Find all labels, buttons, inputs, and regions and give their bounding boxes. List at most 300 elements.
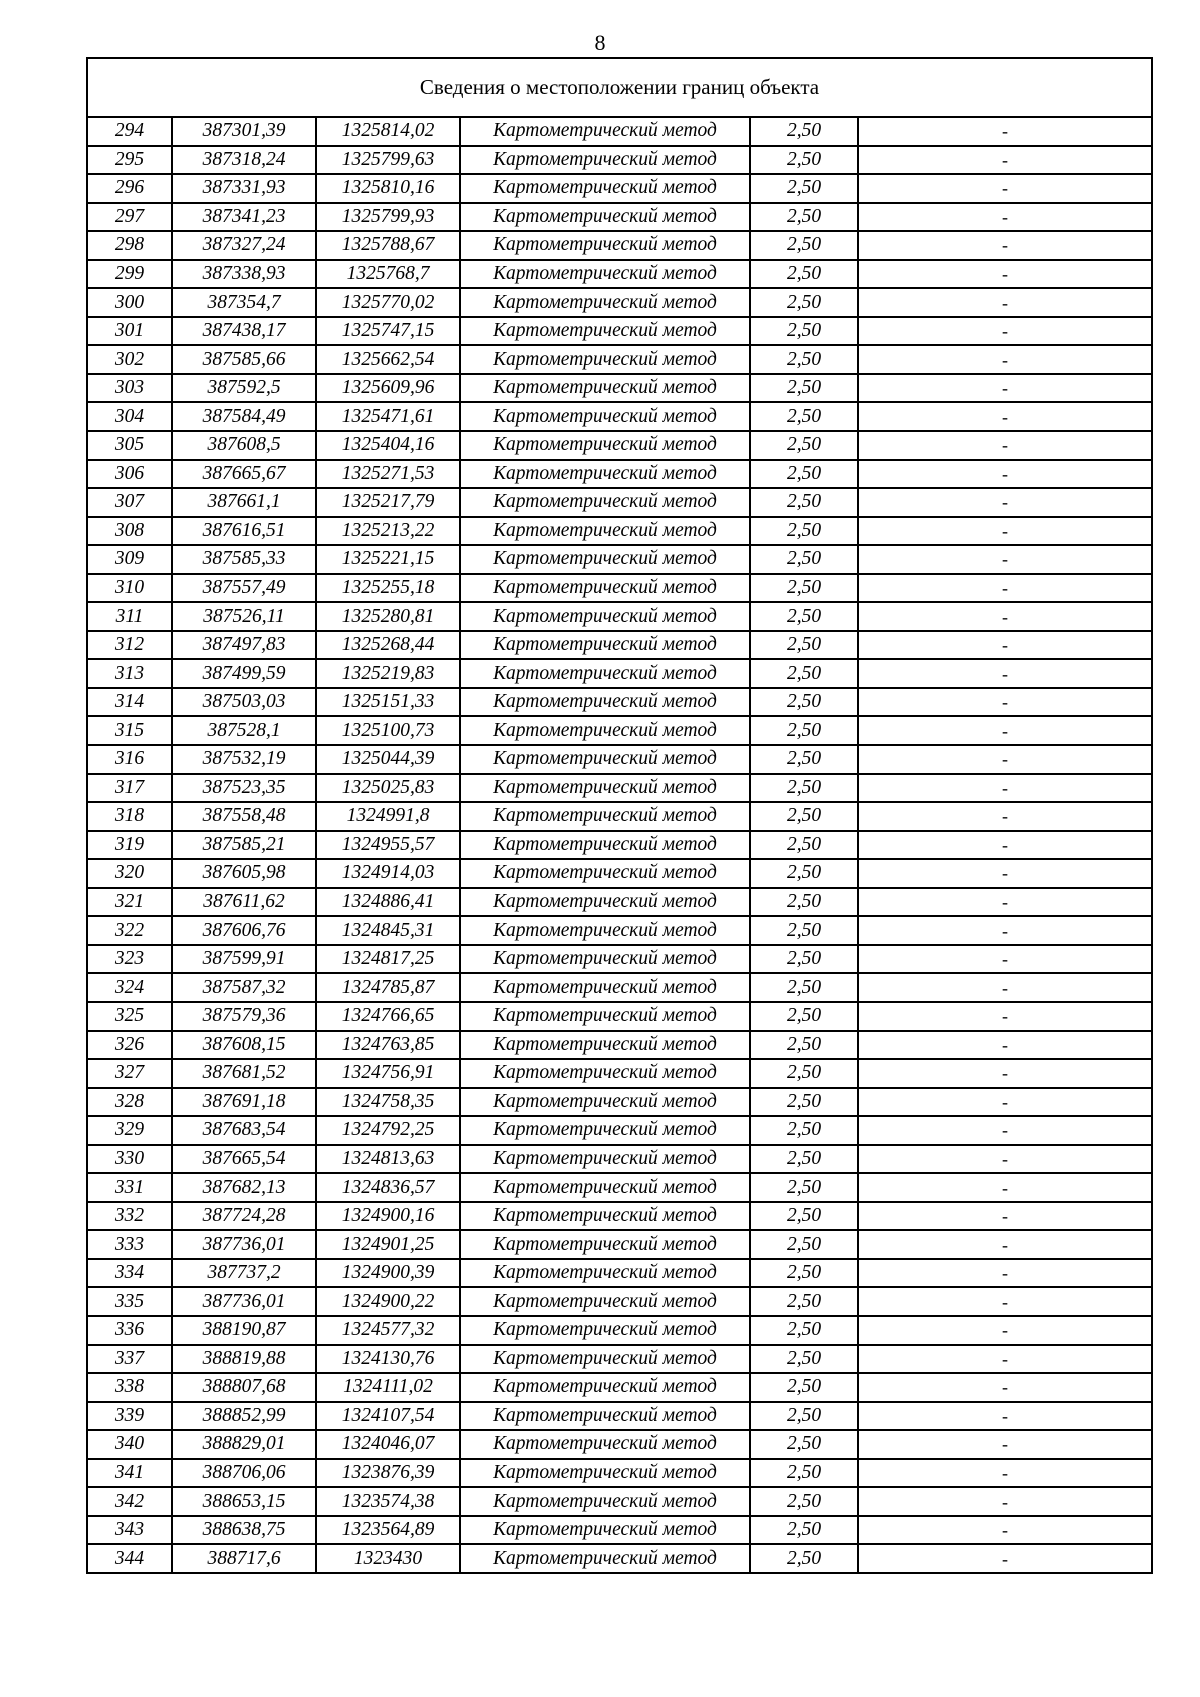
point-number-cell: 297 — [87, 203, 172, 232]
y-coordinate-cell: 1325217,79 — [316, 488, 460, 517]
y-coordinate-cell: 1325271,53 — [316, 460, 460, 489]
accuracy-cell: 2,50 — [750, 374, 858, 403]
method-cell: Картометрический метод — [460, 545, 750, 574]
x-coordinate-cell: 387587,32 — [172, 973, 316, 1002]
description-cell: - — [858, 288, 1152, 317]
table-row — [87, 1059, 1152, 1088]
x-coordinate-cell: 387318,24 — [172, 146, 316, 175]
description-cell: - — [858, 1002, 1152, 1031]
point-number-cell: 344 — [87, 1544, 172, 1573]
point-number-cell: 318 — [87, 802, 172, 831]
y-coordinate-cell: 1324886,41 — [316, 888, 460, 917]
description-cell: - — [858, 1316, 1152, 1345]
table-row — [87, 716, 1152, 745]
description-cell: - — [858, 1544, 1152, 1573]
y-coordinate-cell: 1324900,22 — [316, 1287, 460, 1316]
description-cell: - — [858, 831, 1152, 860]
description-cell: - — [858, 574, 1152, 603]
description-cell: - — [858, 1116, 1152, 1145]
x-coordinate-cell: 387736,01 — [172, 1230, 316, 1259]
description-cell: - — [858, 317, 1152, 346]
table-row — [87, 1516, 1152, 1545]
method-cell: Картометрический метод — [460, 146, 750, 175]
table-row — [87, 973, 1152, 1002]
accuracy-cell: 2,50 — [750, 1316, 858, 1345]
x-coordinate-cell: 387338,93 — [172, 260, 316, 289]
accuracy-cell: 2,50 — [750, 1287, 858, 1316]
description-cell: - — [858, 1402, 1152, 1431]
y-coordinate-cell: 1323564,89 — [316, 1516, 460, 1545]
description-cell: - — [858, 1516, 1152, 1545]
method-cell: Картометрический метод — [460, 1402, 750, 1431]
method-cell: Картометрический метод — [460, 916, 750, 945]
x-coordinate-cell: 388190,87 — [172, 1316, 316, 1345]
y-coordinate-cell: 1325025,83 — [316, 774, 460, 803]
accuracy-cell: 2,50 — [750, 1345, 858, 1374]
x-coordinate-cell: 387354,7 — [172, 288, 316, 317]
accuracy-cell: 2,50 — [750, 574, 858, 603]
y-coordinate-cell: 1325100,73 — [316, 716, 460, 745]
x-coordinate-cell: 387585,21 — [172, 831, 316, 860]
y-coordinate-cell: 1325151,33 — [316, 688, 460, 717]
accuracy-cell: 2,50 — [750, 1031, 858, 1060]
point-number-cell: 323 — [87, 945, 172, 974]
accuracy-cell: 2,50 — [750, 631, 858, 660]
point-number-cell: 327 — [87, 1059, 172, 1088]
table-row — [87, 1345, 1152, 1374]
point-number-cell: 309 — [87, 545, 172, 574]
x-coordinate-cell: 387605,98 — [172, 859, 316, 888]
y-coordinate-cell: 1324955,57 — [316, 831, 460, 860]
y-coordinate-cell: 1323430 — [316, 1544, 460, 1573]
point-number-cell: 341 — [87, 1459, 172, 1488]
point-number-cell: 311 — [87, 602, 172, 631]
accuracy-cell: 2,50 — [750, 1145, 858, 1174]
point-number-cell: 300 — [87, 288, 172, 317]
method-cell: Картометрический метод — [460, 1287, 750, 1316]
description-cell: - — [858, 802, 1152, 831]
method-cell: Картометрический метод — [460, 203, 750, 232]
y-coordinate-cell: 1325768,7 — [316, 260, 460, 289]
point-number-cell: 314 — [87, 688, 172, 717]
accuracy-cell: 2,50 — [750, 688, 858, 717]
point-number-cell: 336 — [87, 1316, 172, 1345]
accuracy-cell: 2,50 — [750, 203, 858, 232]
method-cell: Картометрический метод — [460, 1544, 750, 1573]
method-cell: Картометрический метод — [460, 117, 750, 146]
accuracy-cell: 2,50 — [750, 317, 858, 346]
point-number-cell: 337 — [87, 1345, 172, 1374]
table-row — [87, 1202, 1152, 1231]
method-cell: Картометрический метод — [460, 1459, 750, 1488]
x-coordinate-cell: 388706,06 — [172, 1459, 316, 1488]
accuracy-cell: 2,50 — [750, 602, 858, 631]
table-row — [87, 146, 1152, 175]
table-row — [87, 174, 1152, 203]
accuracy-cell: 2,50 — [750, 774, 858, 803]
table-row — [87, 631, 1152, 660]
method-cell: Картометрический метод — [460, 1116, 750, 1145]
table-row — [87, 1259, 1152, 1288]
description-cell: - — [858, 945, 1152, 974]
method-cell: Картометрический метод — [460, 973, 750, 1002]
method-cell: Картометрический метод — [460, 774, 750, 803]
point-number-cell: 310 — [87, 574, 172, 603]
method-cell: Картометрический метод — [460, 460, 750, 489]
y-coordinate-cell: 1325280,81 — [316, 602, 460, 631]
point-number-cell: 325 — [87, 1002, 172, 1031]
description-cell: - — [858, 973, 1152, 1002]
point-number-cell: 331 — [87, 1173, 172, 1202]
x-coordinate-cell: 387611,62 — [172, 888, 316, 917]
point-number-cell: 335 — [87, 1287, 172, 1316]
accuracy-cell: 2,50 — [750, 916, 858, 945]
x-coordinate-cell: 387736,01 — [172, 1287, 316, 1316]
method-cell: Картометрический метод — [460, 716, 750, 745]
method-cell: Картометрический метод — [460, 317, 750, 346]
point-number-cell: 317 — [87, 774, 172, 803]
description-cell: - — [858, 659, 1152, 688]
accuracy-cell: 2,50 — [750, 1544, 858, 1573]
description-cell: - — [858, 374, 1152, 403]
description-cell: - — [858, 545, 1152, 574]
point-number-cell: 316 — [87, 745, 172, 774]
point-number-cell: 299 — [87, 260, 172, 289]
table-row — [87, 1287, 1152, 1316]
description-cell: - — [858, 1031, 1152, 1060]
accuracy-cell: 2,50 — [750, 288, 858, 317]
table-row — [87, 260, 1152, 289]
method-cell: Картометрический метод — [460, 1059, 750, 1088]
table-row — [87, 602, 1152, 631]
accuracy-cell: 2,50 — [750, 1516, 858, 1545]
table-row — [87, 374, 1152, 403]
description-cell: - — [858, 1173, 1152, 1202]
description-cell: - — [858, 888, 1152, 917]
method-cell: Картометрический метод — [460, 688, 750, 717]
table-body — [87, 58, 1152, 1573]
method-cell: Картометрический метод — [460, 1316, 750, 1345]
y-coordinate-cell: 1325219,83 — [316, 659, 460, 688]
accuracy-cell: 2,50 — [750, 745, 858, 774]
description-cell: - — [858, 517, 1152, 546]
page-number: 8 — [594, 30, 606, 55]
x-coordinate-cell: 387532,19 — [172, 745, 316, 774]
y-coordinate-cell: 1324914,03 — [316, 859, 460, 888]
description-cell: - — [858, 260, 1152, 289]
point-number-cell: 307 — [87, 488, 172, 517]
y-coordinate-cell: 1324577,32 — [316, 1316, 460, 1345]
table-row — [87, 317, 1152, 346]
description-cell: - — [858, 1230, 1152, 1259]
y-coordinate-cell: 1325268,44 — [316, 631, 460, 660]
accuracy-cell: 2,50 — [750, 802, 858, 831]
method-cell: Картометрический метод — [460, 488, 750, 517]
table-row — [87, 345, 1152, 374]
y-coordinate-cell: 1324758,35 — [316, 1088, 460, 1117]
description-cell: - — [858, 203, 1152, 232]
description-cell: - — [858, 345, 1152, 374]
method-cell: Картометрический метод — [460, 859, 750, 888]
accuracy-cell: 2,50 — [750, 545, 858, 574]
y-coordinate-cell: 1324901,25 — [316, 1230, 460, 1259]
x-coordinate-cell: 388653,15 — [172, 1487, 316, 1516]
description-cell: - — [858, 602, 1152, 631]
x-coordinate-cell: 387526,11 — [172, 602, 316, 631]
x-coordinate-cell: 387301,39 — [172, 117, 316, 146]
y-coordinate-cell: 1324111,02 — [316, 1373, 460, 1402]
x-coordinate-cell: 387682,13 — [172, 1173, 316, 1202]
table-title-row — [87, 58, 1152, 117]
table-title: Сведения о местоположении границ объекта — [87, 58, 1152, 117]
x-coordinate-cell: 387341,23 — [172, 203, 316, 232]
table-row — [87, 574, 1152, 603]
y-coordinate-cell: 1323876,39 — [316, 1459, 460, 1488]
point-number-cell: 319 — [87, 831, 172, 860]
point-number-cell: 296 — [87, 174, 172, 203]
x-coordinate-cell: 387665,67 — [172, 460, 316, 489]
y-coordinate-cell: 1324991,8 — [316, 802, 460, 831]
y-coordinate-cell: 1325044,39 — [316, 745, 460, 774]
description-cell: - — [858, 1459, 1152, 1488]
x-coordinate-cell: 388807,68 — [172, 1373, 316, 1402]
description-cell: - — [858, 1287, 1152, 1316]
description-cell: - — [858, 460, 1152, 489]
y-coordinate-cell: 1324813,63 — [316, 1145, 460, 1174]
table-row — [87, 831, 1152, 860]
point-number-cell: 313 — [87, 659, 172, 688]
method-cell: Картометрический метод — [460, 1487, 750, 1516]
accuracy-cell: 2,50 — [750, 1088, 858, 1117]
table-row — [87, 888, 1152, 917]
method-cell: Картометрический метод — [460, 1173, 750, 1202]
table-row — [87, 1459, 1152, 1488]
point-number-cell: 333 — [87, 1230, 172, 1259]
description-cell: - — [858, 402, 1152, 431]
x-coordinate-cell: 387327,24 — [172, 231, 316, 260]
point-number-cell: 321 — [87, 888, 172, 917]
point-number-cell: 332 — [87, 1202, 172, 1231]
method-cell: Картометрический метод — [460, 574, 750, 603]
accuracy-cell: 2,50 — [750, 431, 858, 460]
table-row — [87, 1316, 1152, 1345]
point-number-cell: 305 — [87, 431, 172, 460]
y-coordinate-cell: 1325810,16 — [316, 174, 460, 203]
boundary-coordinates-table — [86, 57, 1153, 1574]
method-cell: Картометрический метод — [460, 945, 750, 974]
point-number-cell: 312 — [87, 631, 172, 660]
x-coordinate-cell: 387599,91 — [172, 945, 316, 974]
y-coordinate-cell: 1324792,25 — [316, 1116, 460, 1145]
x-coordinate-cell: 387497,83 — [172, 631, 316, 660]
table-row — [87, 1373, 1152, 1402]
table-row — [87, 231, 1152, 260]
method-cell: Картометрический метод — [460, 431, 750, 460]
description-cell: - — [858, 631, 1152, 660]
y-coordinate-cell: 1325213,22 — [316, 517, 460, 546]
y-coordinate-cell: 1324766,65 — [316, 1002, 460, 1031]
method-cell: Картометрический метод — [460, 1430, 750, 1459]
accuracy-cell: 2,50 — [750, 117, 858, 146]
method-cell: Картометрический метод — [460, 345, 750, 374]
y-coordinate-cell: 1324845,31 — [316, 916, 460, 945]
accuracy-cell: 2,50 — [750, 888, 858, 917]
method-cell: Картометрический метод — [460, 1230, 750, 1259]
description-cell: - — [858, 716, 1152, 745]
table-row — [87, 745, 1152, 774]
accuracy-cell: 2,50 — [750, 460, 858, 489]
x-coordinate-cell: 388717,6 — [172, 1544, 316, 1573]
y-coordinate-cell: 1324763,85 — [316, 1031, 460, 1060]
description-cell: - — [858, 117, 1152, 146]
accuracy-cell: 2,50 — [750, 1059, 858, 1088]
x-coordinate-cell: 387616,51 — [172, 517, 316, 546]
table-row — [87, 1173, 1152, 1202]
point-number-cell: 342 — [87, 1487, 172, 1516]
point-number-cell: 302 — [87, 345, 172, 374]
x-coordinate-cell: 387331,93 — [172, 174, 316, 203]
method-cell: Картометрический метод — [460, 802, 750, 831]
description-cell: - — [858, 231, 1152, 260]
x-coordinate-cell: 387724,28 — [172, 1202, 316, 1231]
accuracy-cell: 2,50 — [750, 831, 858, 860]
point-number-cell: 338 — [87, 1373, 172, 1402]
table-row — [87, 916, 1152, 945]
table-row — [87, 402, 1152, 431]
y-coordinate-cell: 1324107,54 — [316, 1402, 460, 1431]
x-coordinate-cell: 388819,88 — [172, 1345, 316, 1374]
accuracy-cell: 2,50 — [750, 1173, 858, 1202]
y-coordinate-cell: 1324130,76 — [316, 1345, 460, 1374]
table-row — [87, 774, 1152, 803]
description-cell: - — [858, 146, 1152, 175]
x-coordinate-cell: 387681,52 — [172, 1059, 316, 1088]
accuracy-cell: 2,50 — [750, 1459, 858, 1488]
accuracy-cell: 2,50 — [750, 659, 858, 688]
method-cell: Картометрический метод — [460, 1259, 750, 1288]
accuracy-cell: 2,50 — [750, 402, 858, 431]
method-cell: Картометрический метод — [460, 745, 750, 774]
accuracy-cell: 2,50 — [750, 1230, 858, 1259]
x-coordinate-cell: 387592,5 — [172, 374, 316, 403]
description-cell: - — [858, 859, 1152, 888]
point-number-cell: 301 — [87, 317, 172, 346]
method-cell: Картометрический метод — [460, 1145, 750, 1174]
point-number-cell: 303 — [87, 374, 172, 403]
x-coordinate-cell: 387608,5 — [172, 431, 316, 460]
y-coordinate-cell: 1325788,67 — [316, 231, 460, 260]
accuracy-cell: 2,50 — [750, 146, 858, 175]
y-coordinate-cell: 1324900,16 — [316, 1202, 460, 1231]
y-coordinate-cell: 1324046,07 — [316, 1430, 460, 1459]
table-row — [87, 517, 1152, 546]
accuracy-cell: 2,50 — [750, 1373, 858, 1402]
accuracy-cell: 2,50 — [750, 945, 858, 974]
point-number-cell: 324 — [87, 973, 172, 1002]
x-coordinate-cell: 387579,36 — [172, 1002, 316, 1031]
method-cell: Картометрический метод — [460, 888, 750, 917]
point-number-cell: 294 — [87, 117, 172, 146]
table-row — [87, 1487, 1152, 1516]
y-coordinate-cell: 1324756,91 — [316, 1059, 460, 1088]
method-cell: Картометрический метод — [460, 174, 750, 203]
point-number-cell: 339 — [87, 1402, 172, 1431]
accuracy-cell: 2,50 — [750, 1259, 858, 1288]
point-number-cell: 322 — [87, 916, 172, 945]
accuracy-cell: 2,50 — [750, 488, 858, 517]
x-coordinate-cell: 387608,15 — [172, 1031, 316, 1060]
description-cell: - — [858, 174, 1152, 203]
point-number-cell: 315 — [87, 716, 172, 745]
table-row — [87, 1002, 1152, 1031]
accuracy-cell: 2,50 — [750, 174, 858, 203]
description-cell: - — [858, 1059, 1152, 1088]
y-coordinate-cell: 1325662,54 — [316, 345, 460, 374]
x-coordinate-cell: 387665,54 — [172, 1145, 316, 1174]
table-row — [87, 460, 1152, 489]
method-cell: Картометрический метод — [460, 288, 750, 317]
method-cell: Картометрический метод — [460, 260, 750, 289]
accuracy-cell: 2,50 — [750, 1116, 858, 1145]
point-number-cell: 334 — [87, 1259, 172, 1288]
accuracy-cell: 2,50 — [750, 345, 858, 374]
accuracy-cell: 2,50 — [750, 231, 858, 260]
method-cell: Картометрический метод — [460, 602, 750, 631]
x-coordinate-cell: 388852,99 — [172, 1402, 316, 1431]
description-cell: - — [858, 1088, 1152, 1117]
point-number-cell: 340 — [87, 1430, 172, 1459]
method-cell: Картометрический метод — [460, 402, 750, 431]
y-coordinate-cell: 1325799,63 — [316, 146, 460, 175]
accuracy-cell: 2,50 — [750, 1487, 858, 1516]
x-coordinate-cell: 387523,35 — [172, 774, 316, 803]
x-coordinate-cell: 388829,01 — [172, 1430, 316, 1459]
method-cell: Картометрический метод — [460, 1031, 750, 1060]
y-coordinate-cell: 1325221,15 — [316, 545, 460, 574]
point-number-cell: 326 — [87, 1031, 172, 1060]
table-row — [87, 288, 1152, 317]
point-number-cell: 304 — [87, 402, 172, 431]
x-coordinate-cell: 387557,49 — [172, 574, 316, 603]
accuracy-cell: 2,50 — [750, 973, 858, 1002]
y-coordinate-cell: 1325799,93 — [316, 203, 460, 232]
method-cell: Картометрический метод — [460, 231, 750, 260]
x-coordinate-cell: 387584,49 — [172, 402, 316, 431]
method-cell: Картометрический метод — [460, 1345, 750, 1374]
description-cell: - — [858, 916, 1152, 945]
method-cell: Картометрический метод — [460, 1373, 750, 1402]
point-number-cell: 330 — [87, 1145, 172, 1174]
point-number-cell: 306 — [87, 460, 172, 489]
y-coordinate-cell: 1325404,16 — [316, 431, 460, 460]
description-cell: - — [858, 488, 1152, 517]
description-cell: - — [858, 1373, 1152, 1402]
x-coordinate-cell: 387503,03 — [172, 688, 316, 717]
x-coordinate-cell: 387499,59 — [172, 659, 316, 688]
y-coordinate-cell: 1324836,57 — [316, 1173, 460, 1202]
point-number-cell: 298 — [87, 231, 172, 260]
method-cell: Картометрический метод — [460, 1002, 750, 1031]
table-row — [87, 1088, 1152, 1117]
method-cell: Картометрический метод — [460, 1088, 750, 1117]
x-coordinate-cell: 387691,18 — [172, 1088, 316, 1117]
y-coordinate-cell: 1325747,15 — [316, 317, 460, 346]
description-cell: - — [858, 688, 1152, 717]
table-row — [87, 203, 1152, 232]
x-coordinate-cell: 387737,2 — [172, 1259, 316, 1288]
y-coordinate-cell: 1325255,18 — [316, 574, 460, 603]
table-row — [87, 545, 1152, 574]
